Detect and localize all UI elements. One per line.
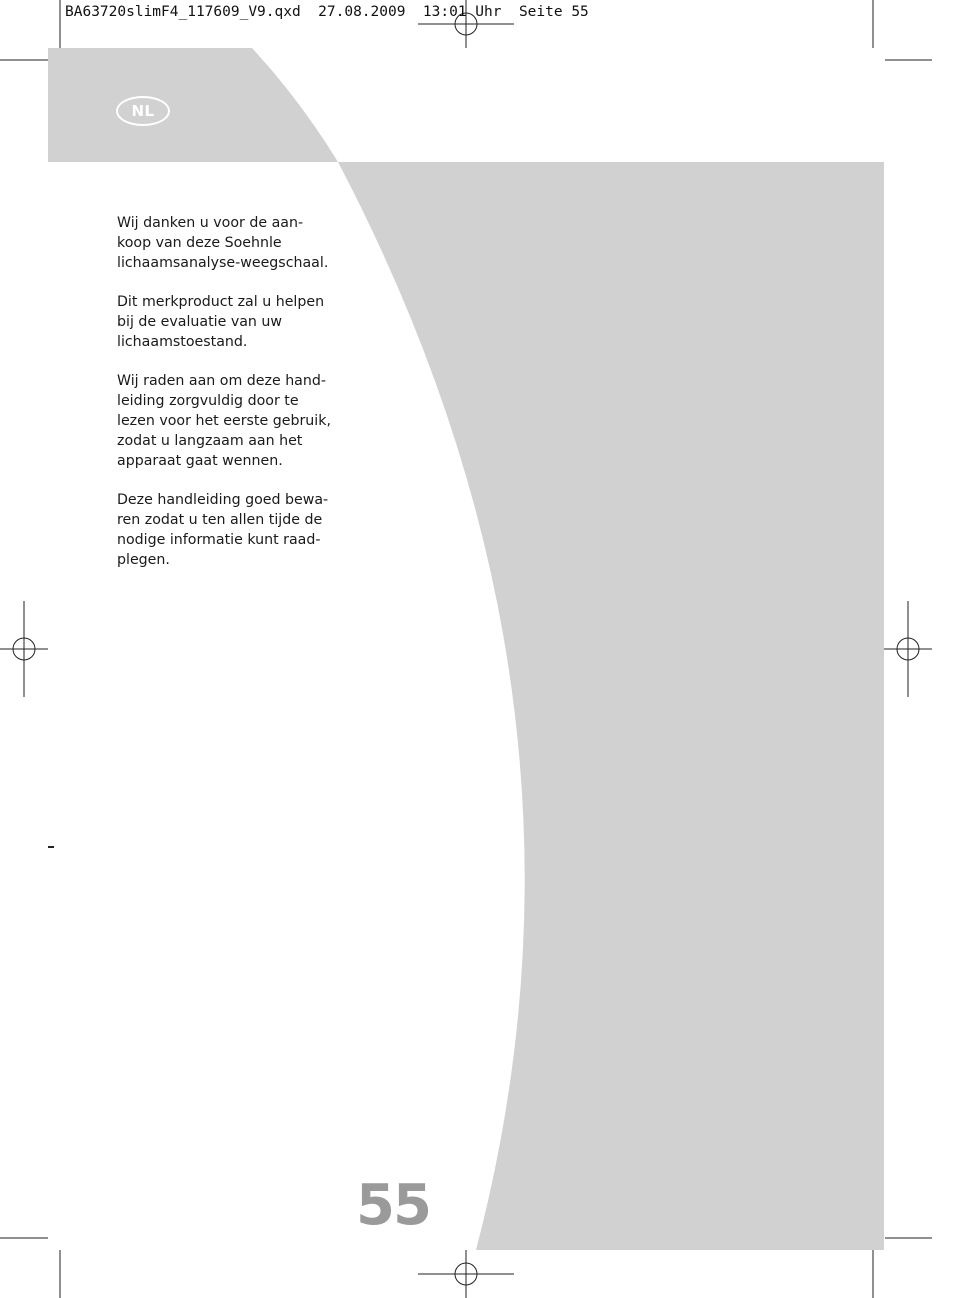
language-badge xyxy=(116,96,170,126)
language-badge-label: NL xyxy=(131,102,155,120)
paragraph-purpose: Dit merkproduct zal u helpen bij de evaluatie van uw lichaamstoestand. xyxy=(117,294,325,350)
intro-text xyxy=(117,214,332,590)
page-number: 55 xyxy=(356,1173,430,1238)
paragraph-read-manual: Wij raden aan om deze hand- leiding zorgvuldig door te lezen voor het eerste gebruik, zodat u langzaam aan het apparaat gaat wennen. xyxy=(117,373,331,469)
registration-mark-bottom xyxy=(418,1250,514,1298)
right-gray-panel xyxy=(338,162,884,1250)
paragraph-keep-manual: Deze handleiding goed bewa- ren zodat u ten allen tijde de nodige informatie kunt raad- plegen. xyxy=(117,492,329,568)
header-gray-tab xyxy=(48,48,338,162)
paragraph-thanks: Wij danken u voor de aan- koop van deze Soehnle lichaamsanalyse-weegschaal. xyxy=(117,215,329,271)
registration-mark-right xyxy=(884,601,932,697)
registration-mark-left xyxy=(0,601,48,697)
print-slug-line: BA63720slimF4_117609_V9.qxd 27.08.2009 13:01 Uhr Seite 55 xyxy=(65,4,589,20)
